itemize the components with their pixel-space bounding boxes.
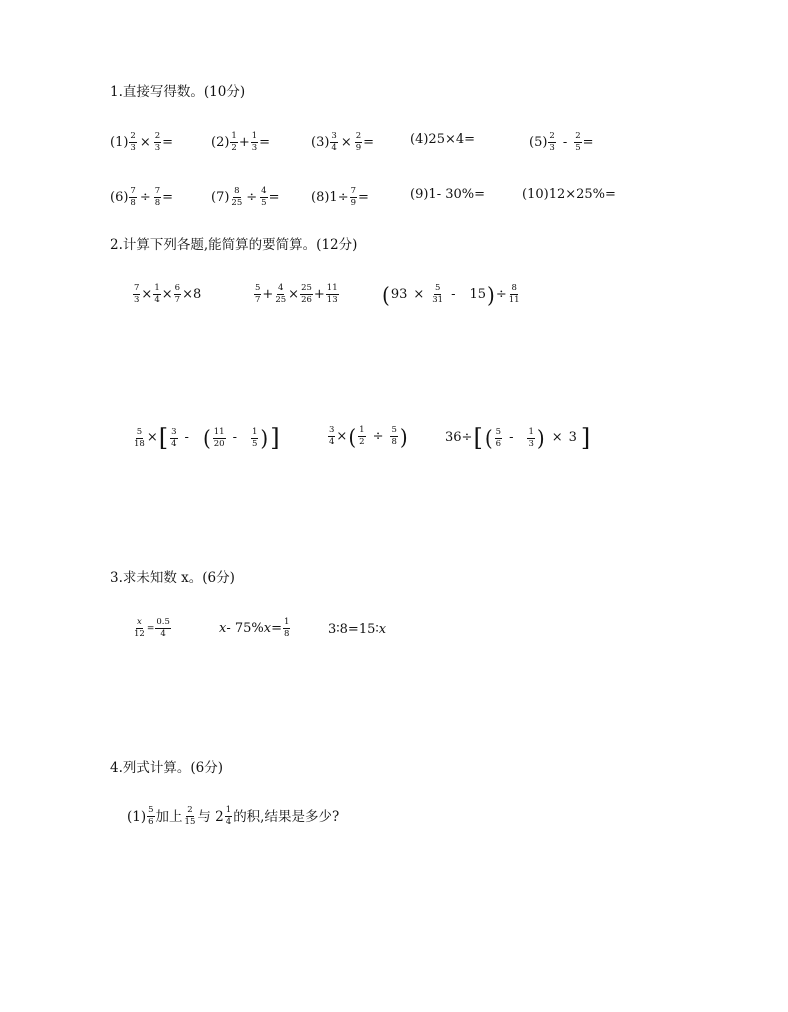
numerator: 25	[301, 283, 312, 293]
denominator: 3	[154, 143, 161, 153]
fraction	[527, 428, 534, 449]
q1-item-6	[110, 187, 173, 208]
math-symbol: (	[348, 423, 357, 450]
fraction	[355, 132, 362, 153]
q1-item-4	[410, 132, 475, 148]
denominator: 8	[130, 198, 136, 208]
denominator: 25	[231, 198, 243, 208]
denominator: 25	[275, 295, 287, 305]
denominator: 7	[255, 295, 261, 305]
denominator: 8	[391, 437, 397, 447]
denominator: 7	[174, 295, 181, 305]
denominator: 6	[495, 438, 502, 449]
math-text: 36	[445, 430, 462, 445]
math-symbol: )	[399, 423, 408, 450]
math-text: 25×4=	[428, 132, 476, 147]
fraction	[283, 618, 290, 639]
item-label: (3)	[311, 134, 330, 150]
fraction	[213, 428, 226, 449]
math-symbol: (	[382, 281, 390, 308]
denominator: 5	[251, 438, 258, 449]
fraction	[508, 284, 521, 305]
denominator: 4	[225, 817, 232, 827]
math-symbol: [	[158, 424, 169, 452]
fraction	[350, 187, 357, 208]
numerator: 7	[350, 186, 357, 196]
math-text: ÷	[461, 430, 473, 445]
numerator: 1	[231, 131, 237, 141]
fraction	[330, 132, 337, 153]
q2-expr-4	[132, 426, 281, 450]
numerator: 5	[148, 805, 154, 815]
math-text: 加上	[155, 808, 183, 825]
fraction	[254, 284, 261, 305]
fraction	[230, 187, 243, 208]
numerator: 5	[434, 283, 441, 293]
math-text: 的积,结果是多少?	[233, 808, 340, 825]
numerator: 11	[326, 283, 338, 293]
item-label: (1)	[110, 134, 129, 150]
numerator: 3	[171, 426, 177, 437]
math-text: ×	[161, 286, 173, 302]
math-text: ×	[336, 428, 348, 444]
math-symbol: -	[232, 430, 237, 445]
math-text: 12×25%=	[548, 187, 616, 202]
item-label: (6)	[110, 189, 129, 205]
denominator: 5	[575, 143, 581, 153]
q1-item-7	[211, 187, 279, 208]
q3-title: 3.求未知数 x。(6分)	[110, 570, 235, 586]
denominator: 15	[184, 817, 196, 827]
q1-item-2	[211, 132, 270, 153]
numerator: 2	[130, 131, 136, 141]
math-text: 1÷	[329, 189, 349, 205]
fraction	[251, 428, 258, 449]
denominator: 6	[148, 817, 154, 827]
q2-title: 2.计算下列各题,能简算的要简算。(12分)	[110, 237, 358, 253]
q3-expr-3	[328, 622, 386, 638]
math-text: 15	[469, 286, 487, 302]
numerator: 7	[134, 283, 140, 293]
math-symbol: )	[260, 425, 269, 451]
fraction	[326, 284, 339, 305]
fraction	[153, 284, 160, 305]
numerator: 5	[391, 425, 397, 435]
math-text: =	[271, 620, 283, 636]
fraction	[184, 806, 197, 827]
numerator: 1	[359, 425, 365, 435]
denominator: 2	[231, 143, 237, 153]
numerator: 2	[355, 131, 362, 141]
denominator: 4	[154, 295, 160, 305]
denominator: 31	[432, 295, 444, 305]
fraction	[230, 132, 237, 153]
fraction	[574, 132, 581, 153]
math-text: x	[219, 620, 227, 636]
denominator: 9	[350, 198, 357, 208]
numerator: 2	[549, 131, 555, 141]
math-text: +	[262, 286, 274, 302]
denominator: 5	[261, 198, 267, 208]
q1-item-9	[410, 187, 485, 203]
q3-expr-1	[132, 618, 172, 639]
numerator: 4	[278, 283, 284, 293]
q2-expr-2	[253, 284, 340, 305]
fraction	[129, 132, 136, 153]
math-text: ×	[288, 286, 300, 302]
q2-expr-6	[445, 426, 591, 450]
fraction	[358, 426, 365, 447]
denominator: 12	[134, 629, 145, 639]
denominator: 3	[130, 143, 136, 153]
math-text: +	[313, 286, 325, 302]
math-text: ×	[141, 286, 153, 302]
fraction	[390, 426, 397, 447]
item-label: (9)	[410, 187, 429, 202]
math-symbol: -	[562, 134, 568, 150]
math-symbol: ×	[551, 430, 563, 445]
denominator: 3	[549, 143, 555, 153]
item-label: (7)	[211, 189, 230, 205]
q4-problem-1	[127, 806, 339, 827]
item-label: (1)	[127, 808, 147, 825]
fraction	[300, 284, 313, 305]
numerator: 1	[284, 617, 290, 627]
item-label: (2)	[211, 134, 230, 150]
fraction	[251, 132, 258, 153]
denominator: 18	[134, 438, 145, 449]
denominator: 4	[331, 143, 337, 153]
numerator: 2	[187, 805, 193, 815]
math-symbol: ×	[340, 134, 352, 150]
math-text: =	[363, 134, 375, 150]
numerator: 3	[331, 131, 337, 141]
denominator: 11	[508, 295, 520, 305]
item-label: (4)	[410, 132, 429, 147]
numerator: 2	[575, 131, 581, 141]
numerator: 8	[234, 186, 240, 196]
fraction	[548, 132, 555, 153]
numerator: 2	[154, 131, 161, 141]
math-text: 93	[390, 286, 408, 302]
denominator: 3	[134, 295, 140, 305]
numerator: 7	[130, 186, 136, 196]
math-symbol: -	[184, 430, 189, 445]
math-symbol: ×	[413, 286, 425, 302]
q4-title: 4.列式计算。(6分)	[110, 760, 224, 776]
fraction	[260, 187, 267, 208]
denominator: 3	[528, 438, 534, 449]
math-text: - 75%	[226, 620, 264, 636]
item-label: (10)	[522, 187, 549, 202]
item-label: (8)	[311, 189, 330, 205]
math-text: =	[162, 189, 174, 205]
math-symbol: -	[509, 430, 514, 445]
math-text: =	[582, 134, 594, 150]
item-label: (5)	[529, 134, 548, 150]
math-symbol: -	[451, 286, 456, 302]
numerator: 1	[251, 131, 258, 141]
denominator: 26	[301, 295, 312, 305]
math-text: ×	[146, 430, 158, 445]
denominator: 4	[160, 629, 166, 639]
q1-item-1	[110, 132, 173, 153]
numerator: 1	[225, 805, 232, 815]
fraction	[495, 428, 502, 449]
denominator: 3	[251, 143, 258, 153]
numerator: 11	[213, 426, 225, 437]
math-symbol: ×	[139, 134, 151, 150]
fraction	[133, 284, 140, 305]
fraction	[154, 187, 161, 208]
denominator: 8	[154, 198, 161, 208]
q1-title: 1.直接写得数。(10分)	[110, 84, 246, 100]
fraction	[170, 428, 177, 449]
fraction	[174, 284, 181, 305]
fraction	[133, 618, 146, 639]
numerator: 0.5	[156, 617, 170, 627]
fraction	[133, 428, 146, 449]
q1-item-8	[311, 187, 369, 208]
q1-item-10	[522, 187, 616, 203]
math-symbol: )	[487, 281, 495, 308]
math-text: x	[378, 622, 387, 637]
numerator: 5	[255, 283, 261, 293]
q2-expr-3	[381, 281, 522, 308]
numerator: x	[137, 617, 142, 627]
math-symbol: (	[202, 425, 211, 451]
q2-expr-5	[327, 423, 409, 450]
numerator: 7	[154, 186, 161, 196]
fraction	[328, 426, 335, 447]
math-symbol: ÷	[139, 189, 151, 205]
math-text: x	[263, 620, 272, 636]
numerator: 4	[261, 186, 267, 196]
math-text: =	[162, 134, 174, 150]
denominator: 4	[171, 438, 177, 449]
math-text: =	[259, 134, 271, 150]
math-symbol: ÷	[246, 189, 258, 205]
fraction	[155, 618, 171, 639]
math-text: 与 2	[197, 808, 224, 825]
math-symbol: ÷	[372, 428, 384, 444]
math-symbol: ]	[580, 424, 591, 452]
fraction	[154, 132, 161, 153]
math-symbol: (	[484, 425, 493, 451]
numerator: 1	[154, 283, 160, 293]
math-text: 3∶8=15∶	[328, 622, 379, 637]
math-text: =	[358, 189, 369, 205]
math-text: +	[238, 134, 250, 150]
q1-item-3	[311, 132, 374, 153]
numerator: 5	[136, 426, 143, 437]
q3-expr-2	[219, 618, 291, 639]
math-text: =	[146, 623, 155, 634]
math-symbol: [	[473, 424, 483, 452]
denominator: 4	[329, 437, 335, 447]
denominator: 13	[326, 295, 338, 305]
fraction	[147, 806, 154, 827]
math-text: ÷	[495, 286, 507, 302]
q1-item-5	[529, 132, 594, 153]
denominator: 2	[359, 437, 365, 447]
fraction	[431, 284, 444, 305]
math-text: 1- 30%=	[428, 187, 486, 202]
numerator: 3	[329, 425, 335, 435]
numerator: 6	[174, 283, 181, 293]
numerator: 8	[511, 283, 517, 293]
q2-expr-1	[132, 284, 201, 305]
denominator: 20	[213, 438, 225, 449]
denominator: 9	[355, 143, 362, 153]
math-symbol: ]	[270, 424, 280, 452]
fraction	[225, 806, 232, 827]
math-text: 3	[568, 430, 577, 445]
fraction	[129, 187, 136, 208]
denominator: 8	[284, 629, 290, 639]
fraction	[274, 284, 287, 305]
numerator: 1	[528, 426, 534, 437]
math-text: ×8	[182, 286, 202, 302]
numerator: 1	[251, 426, 258, 437]
numerator: 5	[495, 426, 502, 437]
math-text: =	[268, 189, 280, 205]
math-symbol: )	[536, 425, 545, 451]
